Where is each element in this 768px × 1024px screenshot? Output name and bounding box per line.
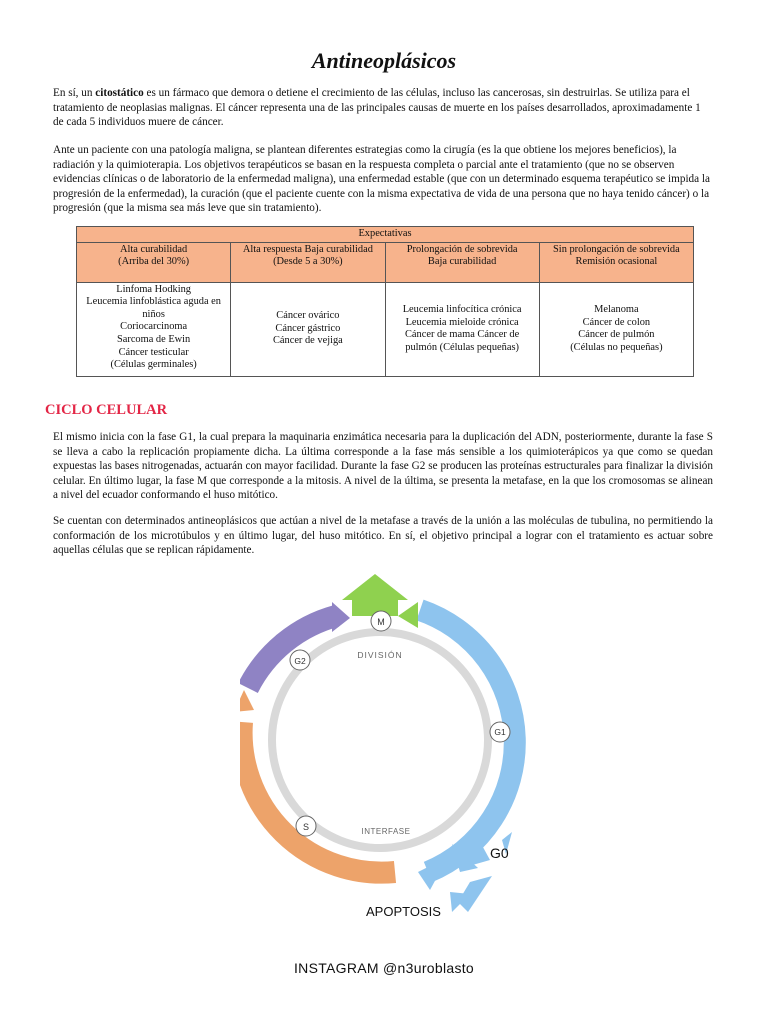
cell-line: Leucemia linfoblástica aguda en niños <box>86 296 221 320</box>
header-line: (Arriba del 30%) <box>118 256 190 268</box>
m-arrow-branch <box>398 602 418 628</box>
table-header <box>231 242 385 282</box>
cell-line: Melanoma <box>594 303 639 315</box>
intro-paragraph-2: Ante un paciente con una patología maligna, se plantean diferentes estrategias como la cirugía (es la que obtiene los mejores beneficios), la radiación y la quimioterapia. Los objetivos terapéuticos se basan en la respuesta completa o parcial ante el tratamiento (que no se observen evidencias clínicas o de laboratorio de la enfermedad maligna), una enfermedad estable (que con un determinado esquema terapéutico se impida la progresión de la enfermedad), la curación (que el paciente cuente con la misma expectativa de vida de una persona que no haya tenido cáncer) o la progresión (que la misma sea más leve que sin tratamiento). <box>53 144 710 215</box>
header-line: Prolongación de sobrevida <box>406 243 518 255</box>
section-title-ciclo-celular: CICLO CELULAR <box>45 402 168 418</box>
cell-line: Leucemia linfocítica crónica <box>402 303 522 315</box>
s-label: S <box>302 822 310 832</box>
apoptosis-label: APOPTOSIS <box>366 904 441 919</box>
cell-line: Cáncer ovárico <box>276 310 340 322</box>
table-header <box>77 242 231 282</box>
header-line: Alta respuesta Baja curabilidad <box>242 243 373 255</box>
cell-line: Coriocarcinoma <box>120 321 188 333</box>
table-cell <box>77 282 231 376</box>
header-line: Alta curabilidad <box>120 243 188 255</box>
table-header <box>539 242 693 282</box>
m-arrow <box>342 574 408 616</box>
expectativas-table <box>76 226 694 377</box>
cell-line: (Células germinales) <box>110 359 197 371</box>
g0-label: G0 <box>490 845 509 861</box>
table-header <box>385 242 539 282</box>
table-caption: Expectativas <box>77 227 694 243</box>
citostatico-term: citostático <box>95 87 144 99</box>
cell-line: Cáncer de colon <box>582 316 651 328</box>
cell-line: (Células no pequeñas) <box>570 341 663 353</box>
intro-text-rest: es un fármaco que demora o detiene el crecimiento de las células, incluso las cancerosas, sin destruirlas. Se utiliza para el tratamiento de neoplasias malignas. El cáncer representa una de las principales causas de muerte en los países desarrollados, aproximadamente 1 de cada 5 individuos muere de cáncer. <box>53 87 701 129</box>
header-line: (Desde 5 a 30%) <box>273 256 343 268</box>
cell-line: Cáncer testicular <box>118 346 189 358</box>
g2-arrowhead <box>332 602 350 632</box>
header-line: Baja curabilidad <box>427 256 497 268</box>
table-cell <box>385 282 539 376</box>
table-cell <box>231 282 385 376</box>
cell-line: Cáncer de vejiga <box>272 335 343 347</box>
ciclo-paragraph-1: El mismo inicia con la fase G1, la cual prepara la maquinaria enzimática necesaria para la duplicación del ADN, posteriormente, durante la fase S se lleva a cabo la replicación propiamente dicha. La última corresponde a la fase más sensible a los quimioterápicos ya que como se quedan expuestas las bases nitrogenadas, actuarán con mayor facilidad. Durante la fase G2 se producen las proteínas estructurales para finalizar la división celular. En último lugar, la fase M que corresponde a la mitosis. A nivel de la última, se presenta la metafase, en la que los cromosomas se alinean a nivel del ecuador conformando el huso mitótico. <box>53 431 713 502</box>
g1-label: G1 <box>494 727 506 737</box>
cell-line: Cáncer de mama Cáncer de pulmón (Células pequeñas) <box>405 329 520 353</box>
s-arrowhead <box>240 690 254 712</box>
cell-line: Cáncer de pulmón <box>578 329 655 341</box>
interfase-label: INTERFASE <box>361 827 411 836</box>
intro-text: En sí, un <box>53 87 96 99</box>
cell-line: Linfoma Hodking <box>116 283 191 295</box>
intro-paragraph-1 <box>53 86 713 130</box>
cell-line: Sarcoma de Ewin <box>116 333 191 345</box>
header-line: Sin prolongación de sobrevida <box>553 243 680 255</box>
footer-instagram: INSTAGRAM @n3uroblasto <box>293 960 475 976</box>
cell-line: Cáncer gástrico <box>275 322 341 334</box>
ciclo-paragraph-2: Se cuentan con determinados antineoplásicos que actúan a nivel de la metafase a través de la unión a las moléculas de tubulina, no permitiendo la conformación de los microtúbulos y en último lugar, del huso mitótico. En sí, el objetivo principal a lograr con el tratamiento es actuar sobre aquellas células que se replican rápidamente. <box>53 515 713 557</box>
m-label: M <box>377 617 385 627</box>
cell-line: Leucemia mieloide crónica <box>405 316 519 328</box>
header-line: Remisión ocasional <box>575 256 658 268</box>
cell-cycle-diagram <box>240 572 530 932</box>
table-cell <box>539 282 693 376</box>
division-label: DIVISIÓN <box>357 650 403 660</box>
g2-label: G2 <box>294 656 306 666</box>
page-title: Antineoplásicos <box>311 48 457 73</box>
